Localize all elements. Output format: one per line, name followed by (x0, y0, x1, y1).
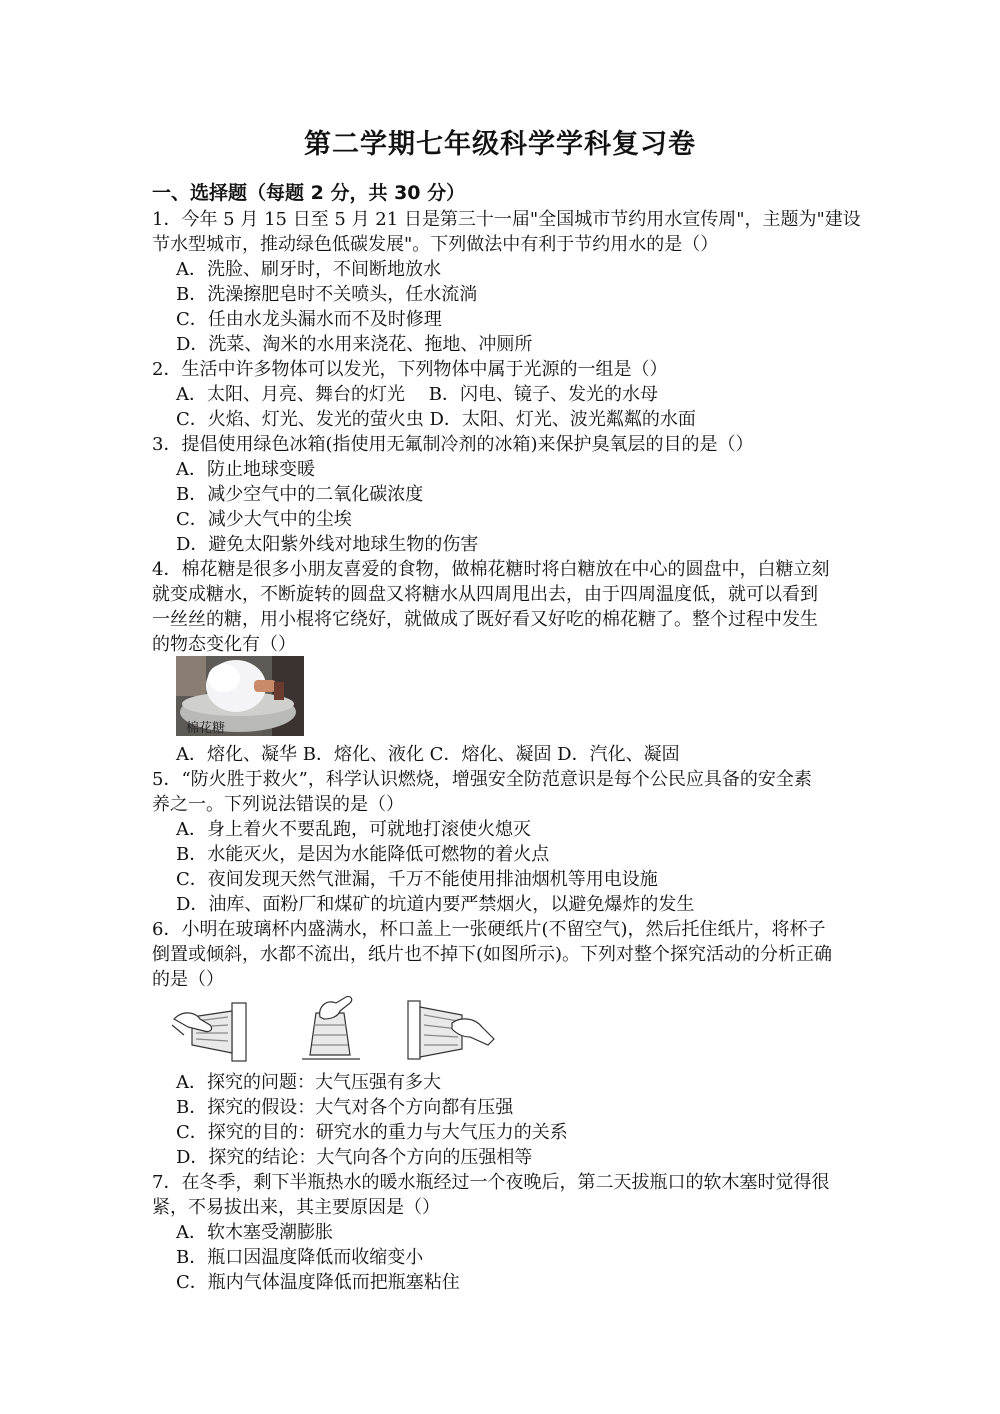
question-7-option-a: A．软木塞受潮膨胀 (176, 1222, 333, 1243)
question-3-option-a: A．防止地球变暖 (176, 459, 315, 480)
question-1-option-c: C．任由水龙头漏水而不及时修理 (176, 309, 442, 330)
question-6-stem-line-2: 倒置或倾斜，水都不流出，纸片也不掉下(如图所示)。下列对整个探究活动的分析正确 (152, 944, 833, 965)
question-5-option-d: D．油库、面粉厂和煤矿的坑道内要严禁烟火，以避免爆炸的发生 (176, 894, 695, 915)
cotton-candy-illustration (176, 656, 304, 736)
photo-caption: 棉花糖 (186, 721, 226, 736)
question-6-option-b: B．探究的假设：大气对各个方向都有压强 (176, 1097, 514, 1118)
cup-inverted-figure (302, 996, 360, 1059)
question-6-option-a: A．探究的问题：大气压强有多大 (176, 1072, 441, 1093)
question-3-option-b: B．减少空气中的二氧化碳浓度 (176, 484, 424, 505)
question-5-option-b: B．水能灭火，是因为水能降低可燃物的着火点 (176, 844, 550, 865)
question-6-stem-line-1: 6．小明在玻璃杯内盛满水，杯口盖上一张硬纸片(不留空气)，然后托住纸片，将杯子 (152, 919, 826, 940)
question-4-stem-line-4: 的物态变化有（） (152, 634, 296, 655)
question-3-stem: 3．提倡使用绿色冰箱(指使用无氟制冷剂的冰箱)来保护臭氧层的目的是（） (152, 434, 754, 455)
question-1-option-b: B．洗澡擦肥皂时不关喷头，任水流淌 (176, 284, 478, 305)
question-6-option-c: C．探究的目的：研究水的重力与大气压力的关系 (176, 1122, 568, 1143)
cup-sideways-figure (172, 1003, 246, 1061)
question-1-option-a: A．洗脸、刷牙时，不间断地放水 (176, 259, 441, 280)
question-2-options-cd: C．火焰、灯光、发光的萤火虫 D．太阳、灯光、波光粼粼的水面 (176, 409, 696, 430)
cup-tilted-figure (408, 1001, 494, 1059)
question-3-option-d: D．避免太阳紫外线对地球生物的伤害 (176, 534, 479, 555)
question-4-stem-line-1: 4．棉花糖是很多小朋友喜爱的食物，做棉花糖时将白糖放在中心的圆盘中，白糖立刻 (152, 559, 830, 580)
question-5-stem-line-2: 养之一。下列说法错误的是（） (152, 794, 404, 815)
question-1-stem-line-1: 1．今年 5 月 15 日至 5 月 21 日是第三十一届"全国城市节约用水宣传周"，主题为"建设 (152, 209, 861, 230)
question-7-option-c: C．瓶内气体温度降低而把瓶塞粘住 (176, 1272, 460, 1293)
question-4-stem-line-3: 一丝丝的糖，用小棍将它绕好，就做成了既好看又好吃的棉花糖了。整个过程中发生 (152, 609, 818, 630)
question-3-option-c: C．减少大气中的尘埃 (176, 509, 352, 530)
section-heading: 一、选择题（每题 2 分，共 30 分） (152, 182, 466, 204)
cotton-candy-photo (176, 656, 304, 736)
question-4-options: A．熔化、凝华 B．熔化、液化 C．熔化、凝固 D．汽化、凝固 (176, 744, 680, 765)
question-6-stem-line-3: 的是（） (152, 969, 224, 990)
question-2-stem: 2．生活中许多物体可以发光，下列物体中属于光源的一组是（） (152, 359, 668, 380)
question-2-options-ab: A．太阳、月亮、舞台的灯光 B．闪电、镜子、发光的水母 (176, 384, 658, 405)
question-6-option-d: D．探究的结论：大气向各个方向的压强相等 (176, 1147, 533, 1168)
question-1-option-d: D．洗菜、淘米的水用来浇花、拖地、冲厕所 (176, 334, 533, 355)
question-7-stem-line-2: 紧，不易拔出来，其主要原因是（） (152, 1197, 440, 1218)
question-4-stem-line-2: 就变成糖水，不断旋转的圆盘又将糖水从四周甩出去，由于四周温度低，就可以看到 (152, 584, 818, 605)
page-title: 第二学期七年级科学学科复习卷 (304, 129, 696, 160)
question-5-option-c: C．夜间发现天然气泄漏，千万不能使用排油烟机等用电设施 (176, 869, 658, 890)
question-5-stem-line-1: 5．“防火胜于救火”，科学认识燃烧，增强安全防范意识是每个公民应具备的安全素 (152, 769, 812, 790)
question-7-option-b: B．瓶口因温度降低而收缩变小 (176, 1247, 424, 1268)
cup-experiment-figures (170, 995, 500, 1070)
question-7-stem-line-1: 7．在冬季，剩下半瓶热水的暖水瓶经过一个夜晚后，第二天拔瓶口的软木塞时觉得很 (152, 1172, 830, 1193)
question-1-stem-line-2: 节水型城市，推动绿色低碳发展"。下列做法中有利于节约用水的是（） (152, 234, 719, 255)
question-5-option-a: A．身上着火不要乱跑，可就地打滚使火熄灭 (176, 819, 531, 840)
